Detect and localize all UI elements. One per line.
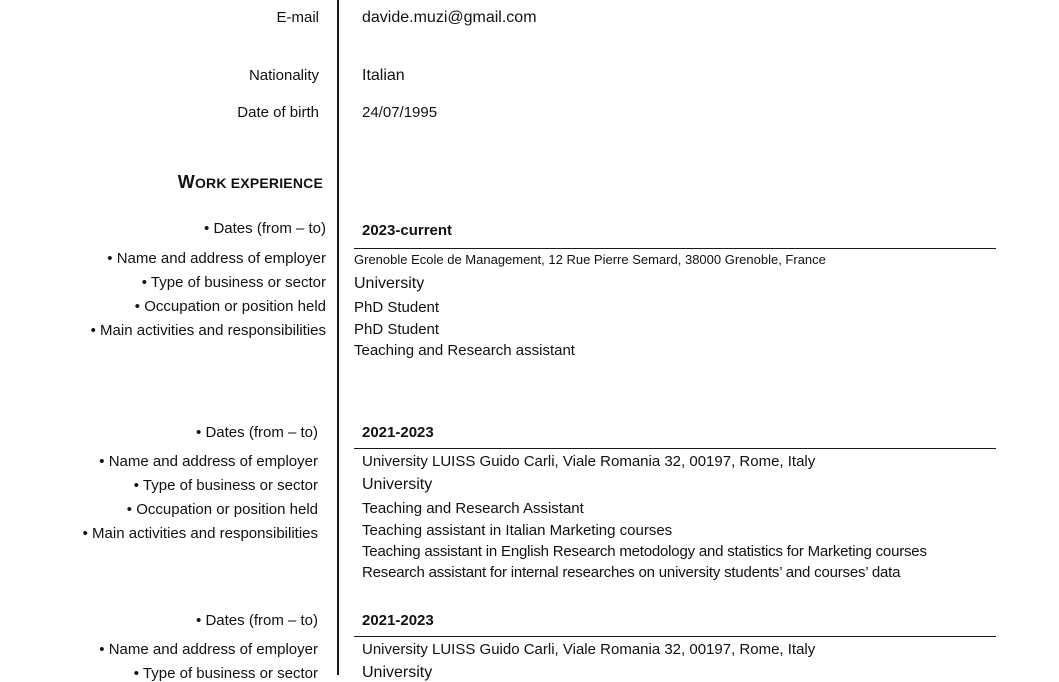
job1-business-value: University (354, 275, 425, 292)
job1-activity-2: Teaching and Research assistant (354, 342, 575, 359)
job2-business-label: • Type of business or sector (133, 477, 318, 494)
job2-employer-value: University LUISS Guido Carli, Viale Romania 32, 00197, Rome, Italy (362, 453, 816, 470)
job2-activity-3: Research assistant for internal researches on university students’ and courses’ data (362, 564, 901, 581)
job1-activities-label: • Main activities and responsibilities (90, 322, 326, 339)
job2-rule (354, 448, 996, 449)
job2-dates-value: 2021-2023 (362, 424, 434, 441)
job2-business-value: University (362, 476, 433, 493)
job3-dates-label: • Dates (from – to) (196, 612, 318, 629)
job2-activity-1: Teaching assistant in Italian Marketing courses (362, 522, 673, 539)
column-divider (337, 0, 339, 675)
job1-business-label: • Type of business or sector (141, 274, 326, 291)
email-label: E-mail (276, 9, 319, 26)
job2-activity-2: Teaching assistant in English Research metodology and statistics for Marketing courses (362, 543, 927, 560)
job1-employer-value: Grenoble Ecole de Management, 12 Rue Pierre Semard, 38000 Grenoble, France (354, 252, 826, 267)
job3-business-value: University (362, 664, 433, 681)
job1-activity-1: PhD Student (354, 321, 440, 338)
job2-employer-label: • Name and address of employer (99, 453, 318, 470)
job2-occupation-value: Teaching and Research Assistant (362, 500, 584, 517)
section-heading-work-experience: WORK EXPERIENCE (177, 172, 323, 192)
job2-activities-label: • Main activities and responsibilities (82, 525, 318, 542)
job3-business-label: • Type of business or sector (133, 665, 318, 682)
dob-label: Date of birth (237, 104, 319, 121)
job3-dates-value: 2021-2023 (362, 612, 434, 629)
job1-occupation-value: PhD Student (354, 299, 440, 316)
job1-dates-value: 2023-current (362, 222, 453, 239)
job1-occupation-label: • Occupation or position held (134, 298, 326, 315)
job2-occupation-label: • Occupation or position held (126, 501, 318, 518)
nationality-label: Nationality (248, 67, 319, 84)
job1-rule (354, 248, 996, 249)
job1-employer-label: • Name and address of employer (107, 250, 326, 267)
job3-rule (354, 636, 996, 637)
job2-dates-label: • Dates (from – to) (196, 424, 318, 441)
dob-value: 24/07/1995 (362, 104, 438, 121)
nationality-value: Italian (362, 67, 405, 84)
job1-dates-label: • Dates (from – to) (204, 220, 326, 237)
email-value: davide.muzi@gmail.com (362, 9, 537, 26)
job3-employer-label: • Name and address of employer (99, 641, 318, 658)
job3-employer-value: University LUISS Guido Carli, Viale Romania 32, 00197, Rome, Italy (362, 641, 816, 658)
